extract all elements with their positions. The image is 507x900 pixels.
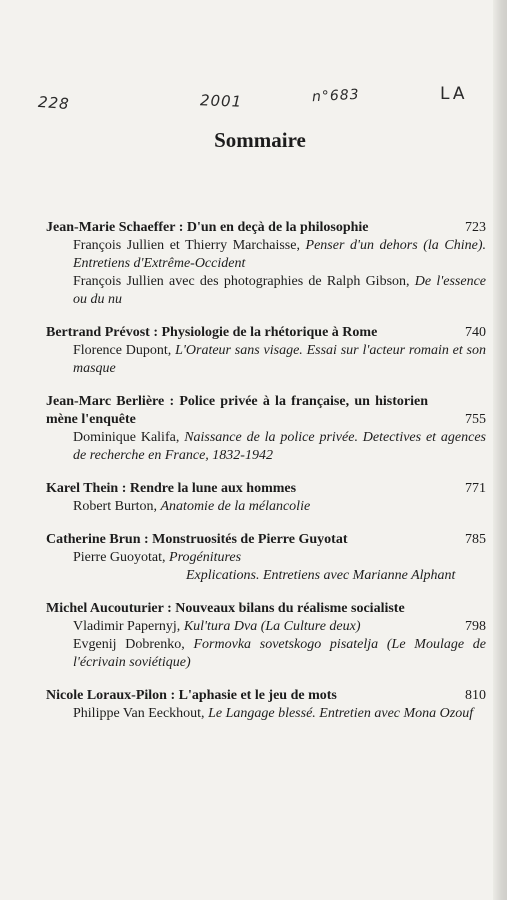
handwritten-number: 228 [37, 92, 71, 114]
work-title: Formovka sovetskogo pisatelja (Le Moulage de l'écrivain soviétique) [73, 637, 486, 670]
toc-entry-heading [46, 600, 486, 618]
toc-page-number: 740 [465, 325, 486, 340]
toc-entry [46, 600, 486, 672]
toc-page-number: 810 [465, 688, 486, 703]
work-author: François Jullien et Thierry Marchaisse, [73, 238, 306, 253]
table-of-contents [46, 219, 486, 738]
work-title: Explications. Entretiens avec Marianne Alphant [186, 568, 456, 583]
reviewed-work [46, 498, 486, 516]
work-title: De l'essence ou du nu [73, 274, 486, 307]
toc-author: Michel Aucouturier [46, 601, 164, 616]
reviewed-work [46, 618, 486, 636]
toc-page-number: 798 [465, 619, 486, 634]
toc-author: Nicole Loraux-Pilon [46, 688, 167, 703]
toc-entry [46, 687, 486, 723]
page-title: Sommaire [214, 128, 306, 152]
work-title: Naissance de la police privée. Detectives et agences de recherche en France, 1832-1942 [73, 430, 486, 463]
work-author: Florence Dupont, [73, 343, 176, 358]
work-author: François Jullien avec des photographies de Ralph Gibson, [73, 274, 415, 289]
toc-entry [46, 531, 486, 585]
toc-author: Catherine Brun [46, 532, 141, 547]
work-author: Robert Burton, [73, 499, 161, 514]
toc-author: Jean-Marie Schaeffer [46, 220, 176, 235]
toc-entry-heading [46, 393, 486, 429]
handwritten-initials: LA [440, 84, 468, 104]
toc-entry-heading [46, 687, 486, 705]
reviewed-work [46, 429, 486, 465]
work-title: Progénitures [169, 550, 242, 565]
work-author: Dominique Kalifa, [73, 430, 185, 445]
toc-subject: : D'un en deçà de la philosophie [175, 220, 369, 235]
toc-subject: : Physiologie de la rhétorique à Rome [149, 325, 378, 340]
reviewed-work [46, 273, 486, 309]
work-author: Vladimir Papernyj, [73, 619, 184, 634]
toc-entry-heading [46, 324, 486, 342]
reviewed-work [46, 549, 486, 567]
work-title: Le Langage blessé. Entretien avec Mona Ozouf [208, 706, 474, 721]
toc-page-number: 785 [465, 532, 486, 547]
work-title: L'Orateur sans visage. Essai sur l'acteur romain et son masque [73, 343, 487, 376]
work-title: Kul'tura Dva (La Culture deux) [183, 619, 361, 634]
handwritten-year: 2001 [199, 91, 243, 111]
work-title: Anatomie de la mélancolie [160, 499, 311, 514]
toc-subject: : Police privée à la française, un historien mène l'enquête [46, 394, 429, 427]
toc-page-number: 755 [465, 412, 486, 427]
toc-entry-heading [46, 480, 486, 498]
reviewed-work [46, 636, 486, 672]
toc-entry [46, 324, 486, 378]
work-author: Philippe Van Eeckhout, [73, 706, 209, 721]
toc-entry [46, 480, 486, 516]
toc-subject: : Monstruosités de Pierre Guyotat [140, 532, 348, 547]
toc-entry-heading [46, 219, 486, 237]
toc-entry-heading [46, 531, 486, 549]
toc-subject: : L'aphasie et le jeu de mots [166, 688, 337, 703]
toc-author: Bertrand Prévost [46, 325, 150, 340]
toc-page-number: 723 [465, 220, 486, 235]
reviewed-work [46, 567, 486, 585]
reviewed-work [46, 237, 486, 273]
toc-author: Jean-Marc Berlière [46, 394, 165, 409]
toc-subject: : Nouveaux bilans du réalisme socialiste [163, 601, 405, 616]
work-title: Penser d'un dehors (la Chine). Entretiens d'Extrême-Occident [73, 238, 486, 271]
reviewed-work [46, 342, 486, 378]
toc-page-number: 771 [465, 481, 486, 496]
work-author: Evgenij Dobrenko, [73, 637, 194, 652]
reviewed-work [46, 705, 486, 723]
toc-entry [46, 393, 486, 465]
toc-author: Karel Thein [46, 481, 119, 496]
handwritten-issue: n°683 [311, 86, 360, 106]
toc-entry [46, 219, 486, 309]
work-author: Pierre Guoyotat, [73, 550, 170, 565]
toc-subject: : Rendre la lune aux hommes [118, 481, 297, 496]
